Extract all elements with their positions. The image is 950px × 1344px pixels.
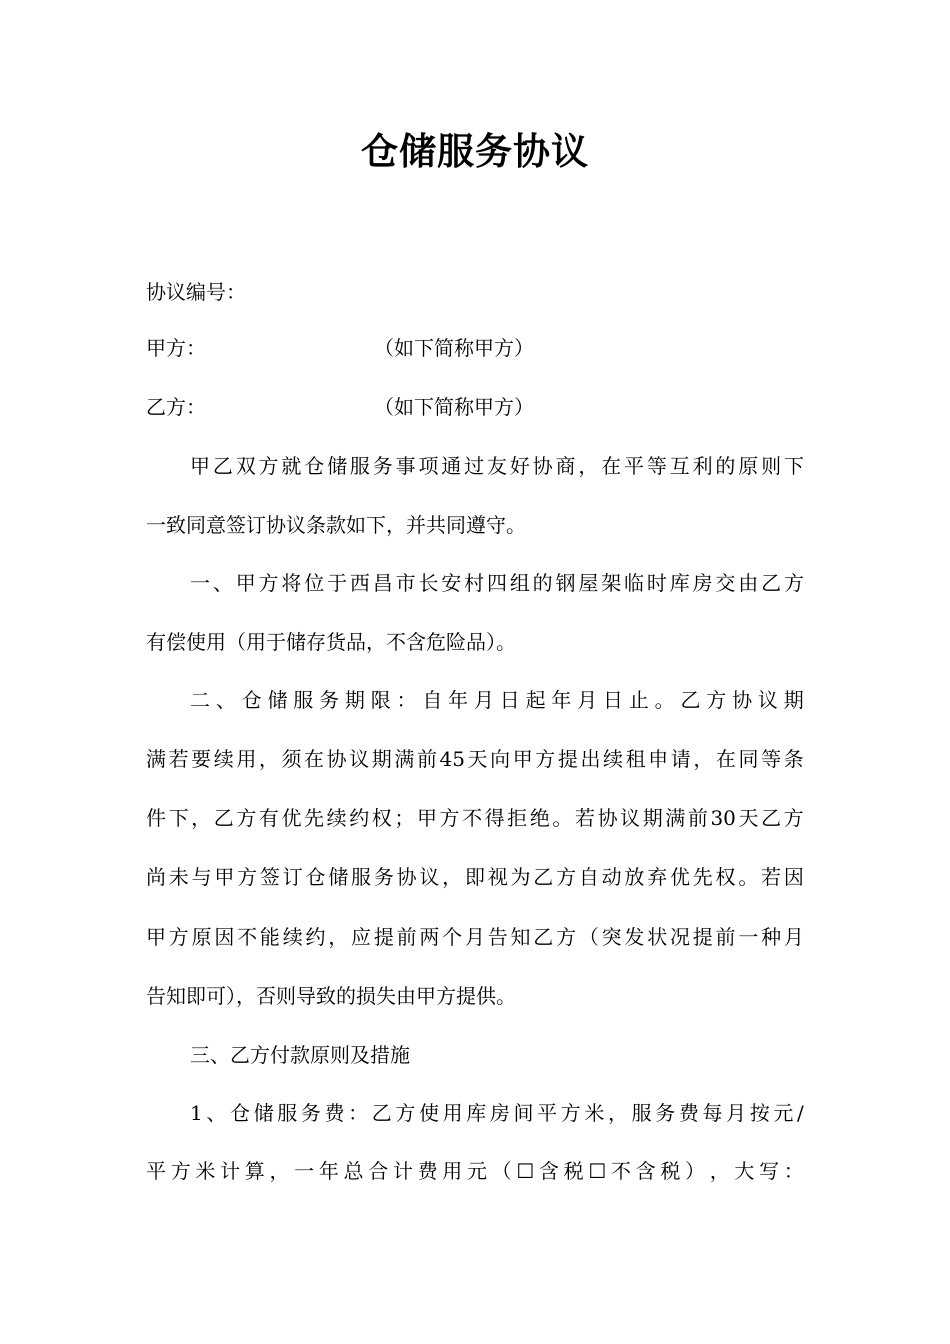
text-char: 先 — [304, 806, 325, 830]
text-char: 乙 — [371, 1101, 392, 1125]
text-char: 交 — [715, 571, 736, 595]
document-title: 仓储服务协议 — [361, 129, 589, 173]
text-char: 的 — [532, 571, 553, 595]
text-char: 市 — [395, 571, 416, 595]
text-char: 乙 — [533, 865, 554, 889]
text-char: 双 — [235, 454, 256, 478]
text-char: 议 — [620, 806, 641, 830]
text-char: 每 — [702, 1101, 723, 1125]
text-char: ， — [693, 747, 714, 771]
text-char: 平 — [146, 1159, 166, 1183]
text-char: 服 — [349, 454, 370, 478]
text-char: 米 — [584, 1101, 605, 1125]
text-char: 天 — [738, 806, 759, 830]
text-char: ☐ — [588, 1159, 607, 1183]
text-char: ， — [709, 1159, 730, 1183]
text-char: 方 — [236, 806, 257, 830]
text-char: 时 — [646, 571, 667, 595]
party-a-line — [146, 333, 206, 363]
text-char: 续 — [282, 925, 303, 949]
text-char: 下 — [783, 454, 804, 478]
text-char: 种 — [761, 925, 782, 949]
text-char: 优 — [281, 806, 302, 830]
text-char: 期 — [642, 806, 663, 830]
text-char: 突 — [601, 925, 622, 949]
text-char: 为 — [510, 865, 531, 889]
text-char: 方 — [258, 571, 279, 595]
clause-line — [146, 862, 804, 892]
party-b-label: 乙方： — [146, 395, 206, 419]
text-char: 服 — [277, 1101, 298, 1125]
text-char: 即 — [464, 865, 485, 889]
text-char: 方 — [237, 865, 258, 889]
text-char: 期 — [344, 688, 365, 712]
text-char: 续 — [326, 806, 347, 830]
text-char: 。 — [738, 865, 759, 889]
text-char: 两 — [419, 925, 440, 949]
text-char: 元 — [773, 1101, 794, 1125]
text-char: 日 — [603, 688, 623, 712]
text-char: 提 — [557, 747, 578, 771]
text-char: ， — [578, 454, 599, 478]
text-char: 订 — [282, 865, 303, 889]
text-char: 方 — [560, 1101, 581, 1125]
text-char: 协 — [732, 688, 753, 712]
text-char: 未 — [168, 865, 189, 889]
text-char: 互 — [669, 454, 690, 478]
text-char: 临 — [624, 571, 645, 595]
text-char: 期 — [783, 688, 804, 712]
text-char: 由 — [738, 571, 759, 595]
text-char: 利 — [692, 454, 713, 478]
text-char: 租 — [625, 747, 646, 771]
text-char: 不 — [237, 925, 258, 949]
text-char: 议 — [757, 688, 778, 712]
text-char: 房 — [489, 1101, 510, 1125]
text-char: 乙 — [680, 688, 701, 712]
text-char: 须 — [281, 747, 302, 771]
text-char: 不 — [462, 806, 483, 830]
text-char: 在 — [304, 747, 325, 771]
text-char: （ — [578, 925, 599, 949]
text-char: 写 — [759, 1159, 780, 1183]
text-char: ） — [685, 1159, 705, 1183]
text-char: 满 — [146, 747, 166, 771]
text-char: 费 — [324, 1101, 345, 1125]
text-char: ： — [783, 1159, 804, 1183]
clause-line: 有偿使用（用于储存货品，不含危险品）。 — [146, 630, 516, 654]
text-char: 限 — [370, 688, 391, 712]
clause-line — [146, 744, 804, 774]
text-char: 若 — [761, 865, 782, 889]
text-char: 续 — [213, 747, 234, 771]
text-char: 请 — [670, 747, 691, 771]
text-char: 一 — [738, 925, 759, 949]
text-char: 村 — [464, 571, 485, 595]
text-char: 有 — [258, 806, 279, 830]
text-char: 二 — [190, 688, 210, 712]
text-char: 发 — [624, 925, 645, 949]
clause-line — [146, 922, 804, 952]
text-char: 费 — [678, 1101, 699, 1125]
text-char: 况 — [669, 925, 690, 949]
clause-line — [146, 1156, 804, 1186]
clause-line — [190, 685, 804, 715]
party-a-note: （如下简称甲方） — [374, 336, 534, 360]
text-char: 知 — [510, 925, 531, 949]
text-char: 四 — [486, 571, 507, 595]
text-char: 因 — [783, 865, 804, 889]
text-char: 算 — [244, 1159, 265, 1183]
text-char: 签 — [259, 865, 280, 889]
text-char: ， — [269, 1159, 290, 1183]
text-char: 方 — [706, 688, 727, 712]
text-char: 月 — [783, 925, 804, 949]
clause-line — [190, 568, 804, 598]
text-char: ； — [394, 806, 415, 830]
text-char: 乙 — [761, 571, 782, 595]
text-char: 得 — [484, 806, 505, 830]
text-char: 向 — [490, 747, 511, 771]
text-char: 月 — [464, 925, 485, 949]
text-char: ， — [258, 747, 279, 771]
text-char: / — [796, 1101, 804, 1125]
text-char: ， — [191, 806, 212, 830]
text-char: 甲 — [416, 806, 437, 830]
text-char: 方 — [395, 1101, 416, 1125]
text-char: 计 — [220, 1159, 241, 1183]
text-char: 止 — [628, 688, 649, 712]
text-char: 原 — [738, 454, 759, 478]
text-char: 库 — [466, 1101, 487, 1125]
text-char: 乙 — [533, 925, 554, 949]
text-char: 仓 — [229, 1101, 250, 1125]
section-heading: 三、乙方付款原则及措施 — [190, 1043, 410, 1067]
text-char: 月 — [473, 688, 494, 712]
text-char: 等 — [646, 454, 667, 478]
clause-line: 告知即可），否则导致的损失由甲方提供。 — [146, 984, 516, 1008]
text-char: 甲 — [146, 925, 166, 949]
text-char: 续 — [603, 747, 624, 771]
text-char: 约 — [349, 806, 370, 830]
text-char: 协 — [326, 747, 347, 771]
text-char: 合 — [368, 1159, 389, 1183]
text-char: 权 — [715, 865, 736, 889]
text-char: 大 — [734, 1159, 755, 1183]
text-char: 乙 — [761, 806, 782, 830]
text-char: 甲 — [512, 747, 533, 771]
text-char: 平 — [537, 1101, 558, 1125]
text-char: 。 — [552, 806, 573, 830]
text-char: 先 — [692, 865, 713, 889]
party-b-line — [146, 392, 206, 422]
text-char: 储 — [253, 1101, 274, 1125]
clause-line — [146, 803, 804, 833]
text-char: 前 — [715, 925, 736, 949]
text-char: 甲 — [190, 454, 210, 478]
text-char: ， — [328, 925, 349, 949]
text-char: 权 — [371, 806, 392, 830]
text-char: 尚 — [146, 865, 166, 889]
party-a-label: 甲方： — [146, 336, 206, 360]
text-char: 将 — [281, 571, 302, 595]
text-char: 使 — [418, 1101, 439, 1125]
text-char: 米 — [195, 1159, 216, 1183]
text-char: 乙 — [212, 454, 233, 478]
text-char: 按 — [749, 1101, 770, 1125]
text-char: 屋 — [578, 571, 599, 595]
text-char: 提 — [373, 925, 394, 949]
text-char: 方 — [258, 454, 279, 478]
text-char: 若 — [574, 806, 595, 830]
text-char: 甲 — [235, 571, 256, 595]
text-char: 方 — [170, 1159, 191, 1183]
text-char: 务 — [372, 454, 393, 478]
text-char: 出 — [580, 747, 601, 771]
text-char: 安 — [441, 571, 462, 595]
text-char: 则 — [761, 454, 782, 478]
text-char: 放 — [624, 865, 645, 889]
text-char: 前 — [416, 747, 437, 771]
text-char: 申 — [648, 747, 669, 771]
text-char: 钢 — [555, 571, 576, 595]
text-char: ： — [396, 688, 417, 712]
text-char: 方 — [556, 865, 577, 889]
text-char: 务 — [655, 1101, 676, 1125]
text-char: 税 — [563, 1159, 584, 1183]
text-char: 通 — [441, 454, 462, 478]
text-char: 年 — [318, 1159, 339, 1183]
text-char: 好 — [509, 454, 530, 478]
text-char: 原 — [191, 925, 212, 949]
text-char: 在 — [601, 454, 622, 478]
text-char: 协 — [532, 454, 553, 478]
text-char: 因 — [214, 925, 235, 949]
text-char: 储 — [328, 865, 349, 889]
text-char: 方 — [556, 925, 577, 949]
text-char: 下 — [168, 806, 189, 830]
text-char: 仓 — [305, 865, 326, 889]
text-char: 西 — [349, 571, 370, 595]
text-char: ： — [348, 1101, 369, 1125]
text-char: 月 — [726, 1101, 747, 1125]
text-char: 服 — [293, 688, 314, 712]
text-char: 动 — [601, 865, 622, 889]
text-char: 储 — [267, 688, 288, 712]
text-char: 条 — [783, 747, 804, 771]
text-char: 协 — [396, 865, 417, 889]
text-char: 服 — [351, 865, 372, 889]
text-char: 前 — [687, 806, 708, 830]
text-char: 1 — [190, 1101, 203, 1125]
text-char: 优 — [669, 865, 690, 889]
text-char: 拒 — [507, 806, 528, 830]
text-char: 绝 — [529, 806, 550, 830]
text-char: 议 — [349, 747, 370, 771]
text-char: 的 — [715, 454, 736, 478]
text-char: ☐ — [516, 1159, 535, 1183]
text-char: 含 — [538, 1159, 559, 1183]
text-char: 个 — [442, 925, 463, 949]
text-char: 等 — [761, 747, 782, 771]
text-char: 、 — [206, 1101, 227, 1125]
text-char: 不 — [610, 1159, 631, 1183]
text-char: 自 — [578, 865, 599, 889]
text-char: 一 — [190, 571, 210, 595]
text-char: 方 — [439, 806, 460, 830]
text-char: 议 — [419, 865, 440, 889]
text-char: 一 — [294, 1159, 315, 1183]
text-char: 平 — [624, 454, 645, 478]
text-char: 满 — [394, 747, 415, 771]
text-char: 方 — [168, 925, 189, 949]
text-char: 房 — [692, 571, 713, 595]
text-char: 方 — [783, 806, 804, 830]
paragraph-line: 一致同意签订协议条款如下，并共同遵守。 — [146, 513, 526, 537]
text-char: 要 — [191, 747, 212, 771]
text-char: 友 — [486, 454, 507, 478]
text-char: 甲 — [214, 865, 235, 889]
text-char: 、 — [212, 571, 233, 595]
agreement-number-label: 协议编号： — [146, 280, 246, 304]
text-char: 间 — [513, 1101, 534, 1125]
text-char: 务 — [373, 865, 394, 889]
text-char: 自 — [422, 688, 443, 712]
text-char: 同 — [738, 747, 759, 771]
text-char: ， — [607, 1101, 628, 1125]
text-char: 日 — [499, 688, 520, 712]
text-char: 视 — [487, 865, 508, 889]
text-char: （ — [491, 1159, 512, 1183]
text-char: 乙 — [213, 806, 234, 830]
text-char: 天 — [467, 747, 488, 771]
text-char: 若 — [168, 747, 189, 771]
text-char: 提 — [692, 925, 713, 949]
text-char: 用 — [236, 747, 257, 771]
text-char: 税 — [660, 1159, 681, 1183]
text-char: 年 — [551, 688, 572, 712]
text-char: 在 — [715, 747, 736, 771]
text-char: 协 — [597, 806, 618, 830]
text-char: 方 — [783, 571, 804, 595]
text-char: 事 — [395, 454, 416, 478]
text-char: 起 — [525, 688, 546, 712]
text-char: 组 — [509, 571, 530, 595]
text-char: 。 — [654, 688, 675, 712]
text-char: 与 — [191, 865, 212, 889]
text-char: 满 — [665, 806, 686, 830]
text-char: 仓 — [304, 454, 325, 478]
text-char: 含 — [635, 1159, 656, 1183]
text-char: 过 — [464, 454, 485, 478]
text-char: 库 — [669, 571, 690, 595]
text-char: 约 — [305, 925, 326, 949]
text-char: 总 — [343, 1159, 364, 1183]
text-char: 期 — [371, 747, 392, 771]
text-char: 、 — [215, 688, 236, 712]
text-char: 用 — [442, 1101, 463, 1125]
text-char: 弃 — [647, 865, 668, 889]
text-char: 长 — [418, 571, 439, 595]
text-char: 位 — [304, 571, 325, 595]
text-char: 45 — [439, 747, 465, 771]
text-char: 计 — [392, 1159, 413, 1183]
text-char: 30 — [710, 806, 736, 830]
paragraph-line — [190, 451, 804, 481]
text-char: ， — [442, 865, 463, 889]
text-char: 状 — [647, 925, 668, 949]
text-char: 就 — [281, 454, 302, 478]
text-char: 月 — [577, 688, 598, 712]
text-char: 年 — [448, 688, 469, 712]
text-char: 服 — [631, 1101, 652, 1125]
text-char: 储 — [327, 454, 348, 478]
text-char: 告 — [487, 925, 508, 949]
party-b-note: （如下简称甲方） — [374, 395, 534, 419]
text-char: 项 — [418, 454, 439, 478]
text-char: 费 — [417, 1159, 438, 1183]
text-char: 商 — [555, 454, 576, 478]
text-char: 架 — [601, 571, 622, 595]
clause-line — [190, 1098, 804, 1128]
text-char: 前 — [396, 925, 417, 949]
text-char: 昌 — [372, 571, 393, 595]
text-char: 于 — [327, 571, 348, 595]
text-char: 用 — [442, 1159, 463, 1183]
text-char: 应 — [351, 925, 372, 949]
text-char: 方 — [535, 747, 556, 771]
text-char: 务 — [300, 1101, 321, 1125]
text-char: 元 — [466, 1159, 487, 1183]
text-char: 件 — [146, 806, 166, 830]
text-char: 务 — [319, 688, 340, 712]
text-char: 能 — [259, 925, 280, 949]
text-char: 仓 — [241, 688, 262, 712]
